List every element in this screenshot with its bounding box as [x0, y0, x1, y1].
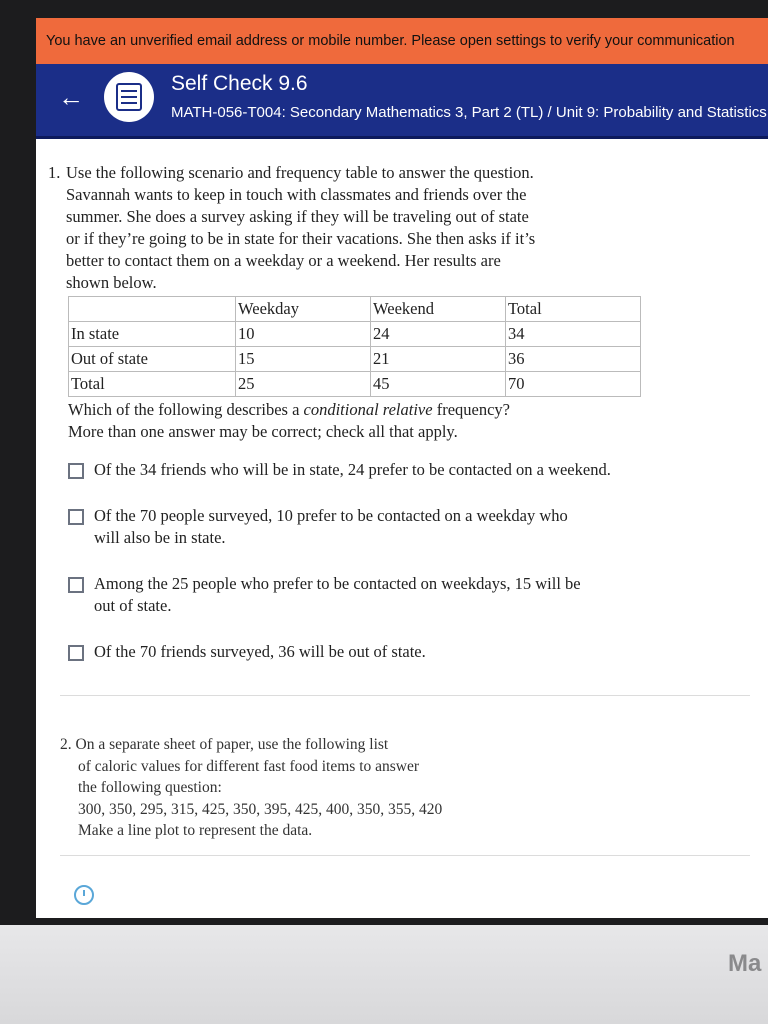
section-divider [60, 855, 750, 856]
option-label: Of the 34 friends who will be in state, 24 prefer to be contacted on a weekend. [94, 460, 611, 479]
table-cell: 36 [506, 347, 641, 372]
page-title: Self Check 9.6 [171, 72, 308, 95]
question-number: 2. [60, 736, 72, 753]
list-document-icon [104, 72, 154, 122]
prompt-text: Which of the following describes a [68, 400, 304, 419]
question-line: the following question: [78, 779, 222, 796]
table-header-row [69, 297, 641, 322]
frequency-table [68, 296, 641, 397]
table-cell: In state [69, 322, 236, 347]
prompt-emphasis: conditional relative [303, 400, 433, 419]
checkbox[interactable] [68, 577, 84, 593]
clock-icon[interactable] [74, 885, 94, 905]
checkbox[interactable] [68, 645, 84, 661]
breadcrumb: MATH-056-T004: Secondary Mathematics 3, Part 2 (TL) / Unit 9: Probability and Statistics [171, 104, 767, 121]
table-header-cell: Weekday [236, 297, 371, 322]
answer-option-1[interactable] [68, 459, 738, 481]
question-2 [60, 734, 580, 842]
table-cell: Total [69, 372, 236, 397]
question-line: 300, 350, 295, 315, 425, 350, 395, 425, 400, 350, 355, 420 [78, 800, 443, 818]
table-cell: 34 [506, 322, 641, 347]
intro-line: or if they’re going to be in state for their vacations. She then asks if it’s [66, 229, 536, 248]
question-prompt [68, 399, 738, 663]
intro-line: Savannah wants to keep in touch with classmates and friends over the [66, 185, 527, 204]
table-cell: 21 [371, 347, 506, 372]
page-header [36, 64, 768, 139]
table-row [69, 322, 641, 347]
bezel-label: Ma [728, 950, 762, 977]
table-cell: 24 [371, 322, 506, 347]
question-line: On a separate sheet of paper, use the following list [75, 736, 389, 753]
intro-line: summer. She does a survey asking if they will be traveling out of state [66, 207, 529, 226]
question-1 [48, 162, 738, 663]
table-cell: 45 [371, 372, 506, 397]
option-label: Among the 25 people who prefer to be contacted on weekdays, 15 will be out of state. [94, 574, 581, 615]
question-intro [66, 162, 646, 294]
table-cell: Out of state [69, 347, 236, 372]
question-line: Make a line plot to represent the data. [78, 822, 313, 839]
prompt-text: frequency? [432, 400, 511, 419]
prompt-instruction: More than one answer may be correct; check all that apply. [68, 422, 458, 441]
table-cell: 10 [236, 322, 371, 347]
table-cell: 25 [236, 372, 371, 397]
table-header-cell: Weekend [371, 297, 506, 322]
table-row [69, 347, 641, 372]
table-cell: 15 [236, 347, 371, 372]
table-header-cell [69, 297, 236, 322]
intro-line: shown below. [66, 273, 157, 292]
checkbox[interactable] [68, 509, 84, 525]
device-bezel [0, 925, 768, 1024]
question-line: of caloric values for different fast food items to answer [78, 757, 420, 775]
verification-banner[interactable]: You have an unverified email address or mobile number. Please open settings to verify your communication [36, 18, 768, 64]
table-cell: 70 [506, 372, 641, 397]
option-label: Of the 70 people surveyed, 10 prefer to be contacted on a weekday who will also be in state. [94, 506, 568, 547]
arrow-left-icon[interactable]: ← [58, 82, 84, 112]
answer-option-3[interactable] [68, 573, 738, 617]
checkbox[interactable] [68, 463, 84, 479]
section-divider [60, 695, 750, 696]
answer-option-4[interactable] [68, 641, 738, 663]
intro-line: Use the following scenario and frequency table to answer the question. [66, 163, 534, 182]
option-label: Of the 70 friends surveyed, 36 will be out of state. [94, 642, 426, 661]
question-number: 1. [48, 163, 61, 182]
table-row [69, 372, 641, 397]
answer-option-2[interactable] [68, 505, 738, 549]
table-header-cell: Total [506, 297, 641, 322]
intro-line: better to contact them on a weekday or a weekend. Her results are [66, 251, 501, 270]
